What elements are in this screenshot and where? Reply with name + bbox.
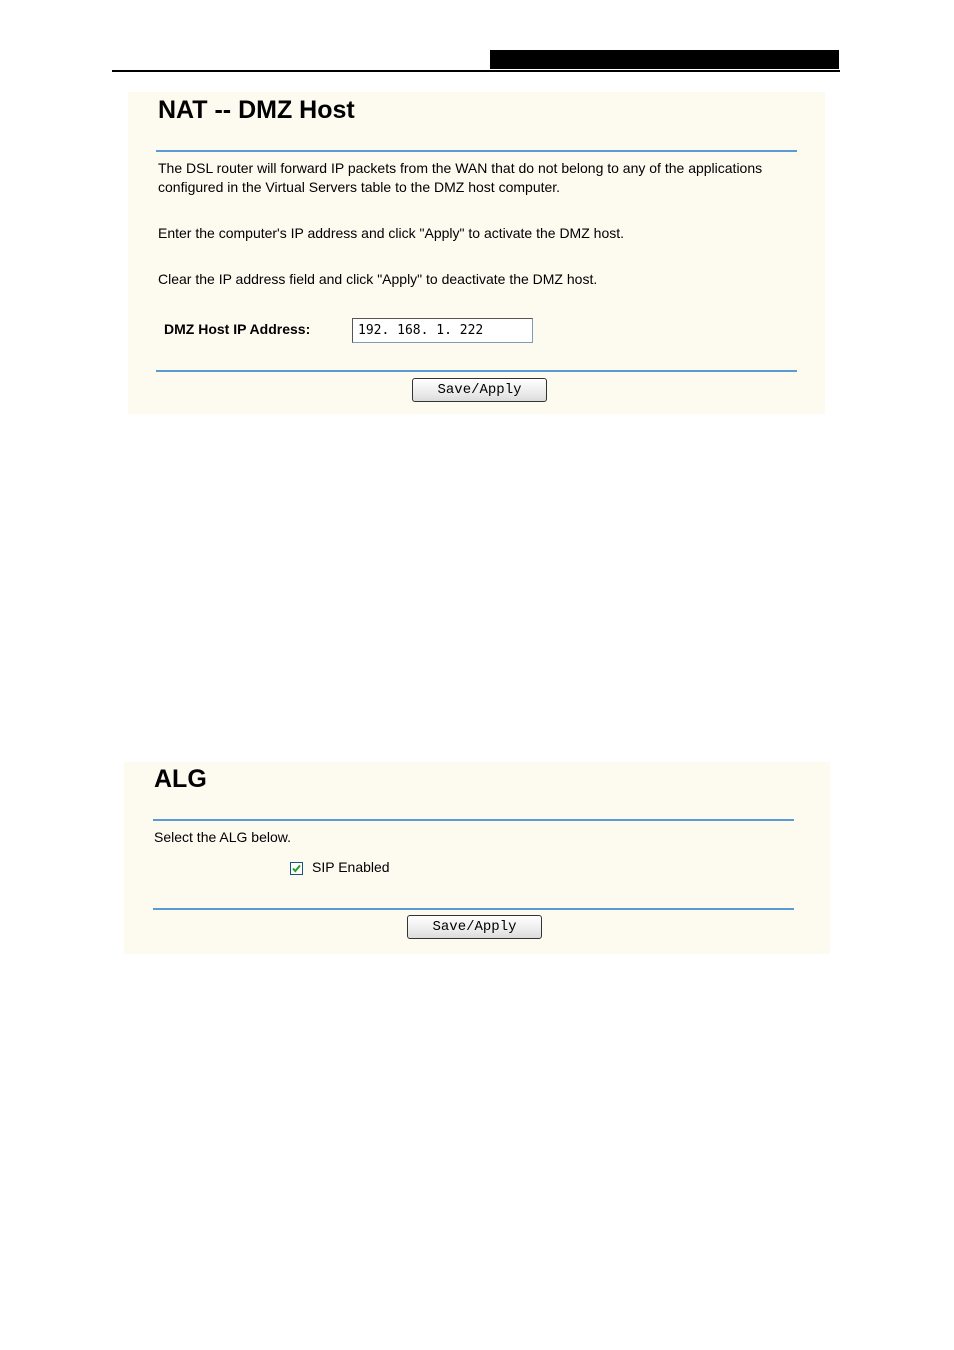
dmz-save-apply-button[interactable]: Save/Apply (412, 378, 547, 402)
document-header-bar (490, 50, 839, 69)
dmz-ip-address-input[interactable] (352, 318, 533, 343)
sip-enabled-label[interactable]: SIP Enabled (312, 859, 390, 875)
dmz-host-panel (128, 92, 825, 414)
dmz-enter-instruction: Enter the computer's IP address and click "Apply" to activate the DMZ host. (158, 225, 625, 241)
alg-title-divider (153, 819, 794, 821)
document-header-rule (112, 70, 840, 72)
dmz-title-divider (156, 150, 797, 152)
dmz-page-title: NAT -- DMZ Host (158, 96, 355, 124)
alg-page-title: ALG (154, 765, 207, 793)
dmz-description-line1: The DSL router will forward IP packets from the WAN that do not belong to any of the applications (158, 160, 763, 176)
dmz-description-line2: configured in the Virtual Servers table to the DMZ host computer. (158, 179, 561, 195)
alg-instruction: Select the ALG below. (154, 829, 291, 845)
alg-panel (124, 762, 830, 954)
dmz-ip-label: DMZ Host IP Address: (164, 321, 311, 337)
dmz-clear-instruction: Clear the IP address field and click "Apply" to deactivate the DMZ host. (158, 271, 598, 287)
alg-save-apply-button[interactable]: Save/Apply (407, 915, 542, 939)
checkmark-icon (291, 863, 302, 874)
dmz-bottom-divider (156, 370, 797, 372)
sip-enabled-checkbox[interactable] (290, 862, 303, 875)
alg-bottom-divider (153, 908, 794, 910)
